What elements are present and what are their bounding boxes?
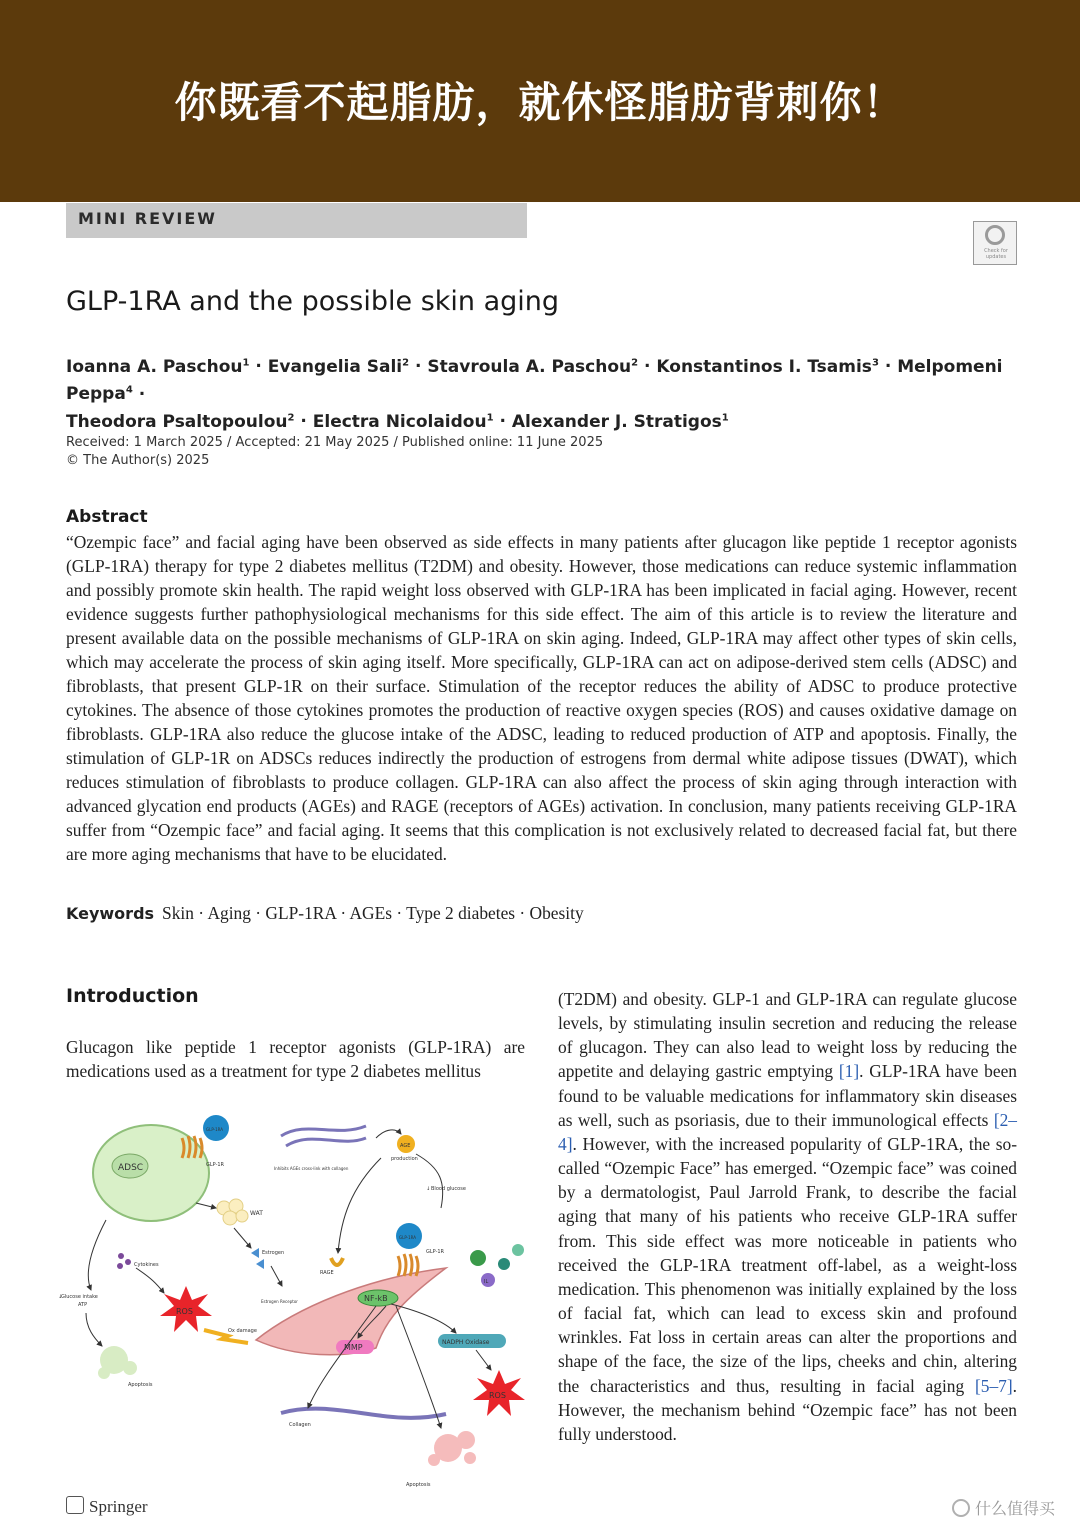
citation-link[interactable]: [2–4]: [558, 1109, 1017, 1154]
svg-text:Ox damage: Ox damage: [228, 1328, 257, 1334]
author[interactable]: Theodora Psaltopoulou$^2$: [66, 411, 295, 432]
adsc-cell: [93, 1125, 209, 1221]
springer-logo-icon: [66, 1496, 84, 1514]
svg-text:NF-kB: NF-kB: [364, 1294, 388, 1303]
author[interactable]: Electra Nicolaidou$^1$: [312, 411, 494, 432]
introduction-left-text: Glucagon like peptide 1 receptor agonists (GLP-1RA) are medications used as a treatment for type 2 diabetes mellitus: [66, 1037, 525, 1081]
citation-link[interactable]: [1]: [838, 1061, 860, 1082]
collagen-fibers-top: [281, 1126, 366, 1146]
svg-text:IL: IL: [484, 1279, 489, 1285]
banner-headline: 你既看不起脂肪，就休怪脂肪背刺你！: [174, 78, 906, 127]
adsc-label: ADSC: [118, 1163, 144, 1173]
svg-text:MMP: MMP: [344, 1343, 363, 1352]
collagen-fibers-bottom: [281, 1409, 446, 1418]
svg-text:Blood glucose: Blood glucose: [431, 1186, 466, 1192]
check-for-updates-button[interactable]: [973, 221, 1017, 265]
author[interactable]: Melpomeni Peppa$^4$: [66, 356, 1003, 405]
svg-text:GLP-1RA: GLP-1RA: [399, 1235, 416, 1240]
svg-text:ATP: ATP: [78, 1302, 88, 1308]
rage-receptor: [331, 1258, 343, 1265]
introduction-heading: Introduction: [66, 985, 199, 1007]
author-list: Ioanna A. Paschou$^1$ · Evangelia Sali$^2$ · Stavroula A. Paschou$^2$ · Konstantinos I. Tsamis$^3$ · Melpomeni Peppa$^4$ · Theodora Psaltopoulou$^2$ · Electra Nicolaidou$^1$ · Alexander J. Stratigos$^1$: [66, 356, 1003, 432]
publication-dates: [66, 434, 603, 470]
check-updates-label: Check for updates: [984, 248, 1008, 260]
apoptosis-cell-1: [98, 1346, 137, 1379]
svg-text:RAGE: RAGE: [320, 1270, 334, 1276]
svg-text:Estrogen Receptor: Estrogen Receptor: [261, 1299, 298, 1304]
introduction-right-text: (T2DM) and obesity. GLP-1 and GLP-1RA can regulate glucose levels, by stimulating insulin secretion and reducing the release of glucagon. They can also lead to weight loss by reducing the appetite and delaying gastric emptying [1]. GLP-1RA have been found to be valuable medications for inflammatory skin diseases as well, such as psoriasis, due to their immunological effects [2–4]. However, with the increased popularity of GLP-1RA, the so-called “Ozempic Face” has emerged. “Ozempic face” was coined by a dermatologist, Paul Jarrold Frank, to describe the facial aging that many of his patients who receive GLP-1RA suffer from. This side effect was more noticeable in patients who received the GLP-1RA treatment off-label, as a weight-loss medication. This phenomenon was initially explained by the loss of facial fat, which can lead to excess skin and profound wrinkles. Fat loss in certain areas can alter the proportions and shape of the face, the size of the lips, cheeks and chin, altering the characteristics and thus, resulting in facial aging [5–7]. However, the mechanism behind “Ozempic face” has not been fully understood.: [558, 989, 1017, 1444]
keywords-label: Keywords: [66, 904, 155, 923]
svg-text:Estrogen: Estrogen: [262, 1250, 285, 1256]
author[interactable]: Evangelia Sali$^2$: [267, 356, 410, 377]
publisher-mark: [66, 1496, 148, 1517]
svg-text:GLP-1R: GLP-1R: [206, 1162, 225, 1168]
site-watermark: 什么值得买: [952, 1496, 1055, 1519]
svg-text:Collagen: Collagen: [289, 1422, 311, 1428]
publisher-name: Springer: [89, 1497, 148, 1516]
svg-text:Cytokines: Cytokines: [134, 1262, 159, 1268]
svg-text:Apoptosis: Apoptosis: [406, 1482, 431, 1488]
svg-text:↓: ↓: [58, 1294, 63, 1300]
cytokine-dots: [117, 1253, 131, 1269]
svg-text:production: production: [391, 1156, 418, 1162]
section-label-bar: [66, 203, 527, 238]
article-title: GLP-1RA and the possible skin aging: [66, 286, 560, 317]
interleukin-dots: [470, 1244, 524, 1287]
keywords-line: [66, 903, 584, 924]
svg-text:ROS: ROS: [489, 1391, 506, 1400]
author[interactable]: Ioanna A. Paschou$^1$: [66, 356, 250, 377]
wat-cluster: [217, 1199, 248, 1225]
svg-text:GLP-1RA: GLP-1RA: [206, 1127, 223, 1132]
section-label: MINI REVIEW: [78, 209, 217, 228]
copyright-line: © The Author(s) 2025: [66, 453, 210, 468]
update-icon: [985, 225, 1005, 245]
author[interactable]: Stavroula A. Paschou$^2$: [427, 356, 639, 377]
author[interactable]: Konstantinos I. Tsamis$^3$: [656, 356, 879, 377]
svg-text:ROS: ROS: [176, 1307, 193, 1316]
apoptosis-cell-2: [428, 1431, 476, 1466]
svg-text:WAT: WAT: [250, 1210, 263, 1217]
svg-text:GLP-1R: GLP-1R: [426, 1249, 445, 1255]
headline-banner: [0, 0, 1080, 202]
svg-text:Apoptosis: Apoptosis: [128, 1382, 153, 1388]
citation-link[interactable]: [5–7]: [974, 1375, 1013, 1396]
abstract-heading: Abstract: [66, 507, 148, 527]
author[interactable]: Alexander J. Stratigos$^1$: [511, 411, 729, 432]
svg-text:AGE: AGE: [400, 1143, 411, 1149]
svg-text:↓: ↓: [426, 1186, 431, 1192]
keywords-list: Skin · Aging · GLP-1RA · AGEs · Type 2 diabetes · Obesity: [162, 903, 584, 923]
watermark-logo-icon: [952, 1499, 970, 1517]
svg-text:Inhibits AGEs cross-link with: Inhibits AGEs cross-link with collagen: [274, 1166, 349, 1171]
abstract-text: “Ozempic face” and facial aging have been observed as side effects in many patients after glucagon like peptide 1 receptor agonists (GLP-1RA) therapy for type 2 diabetes mellitus (T2DM) and obesity. However, those medications can reduce systemic inflammation and possibly promote skin health. The rapid weight loss observed with GLP-1RA has been implicated in facial aging. However, recent evidence suggests further pathophysiological mechanisms for this side effect. The aim of this article is to review the literature and present available data on the possible mechanisms of GLP-1RA on skin aging. Indeed, GLP-1RA may affect other types of skin cells, which may accelerate the process of skin aging itself. More specifically, GLP-1RA can act on adipose-derived stem cells (ADSC) and fibroblasts, that present GLP-1R on their surface. Stimulation of the receptor reduces the ability of ADSC to produce protective cytokines. The absence of those cytokines promotes the production of reactive oxygen species (ROS) and causes oxidative damage on fibroblasts. GLP-1RA also reduce the glucose intake of the ADSC, leading to reduced production of ATP and apoptosis. Finally, the stimulation of GLP-1R on ADSCs reduces indirectly the production of estrogens from dermal white adipose tissues (DWAT), which reduces stimulation of fibroblasts to produce collagen. GLP-1RA can also affect the process of skin aging through interaction with advanced glycation end products (AGEs) and RAGE (receptors of AGEs) activation. In conclusion, many patients receiving GLP-1RA suffer from “Ozempic face” and facial aging. It seems that this complication is not exclusively related to decreased facial fat, but there are more aging mechanisms that have to be elucidated.: [66, 532, 1017, 864]
svg-text:Glucose intake: Glucose intake: [61, 1294, 98, 1300]
mechanism-diagram: [46, 1108, 536, 1493]
svg-text:NADPH Oxidase: NADPH Oxidase: [442, 1339, 490, 1346]
history-dates: Received: 1 March 2025 / Accepted: 21 May 2025 / Published online: 11 June 2025: [66, 435, 604, 450]
